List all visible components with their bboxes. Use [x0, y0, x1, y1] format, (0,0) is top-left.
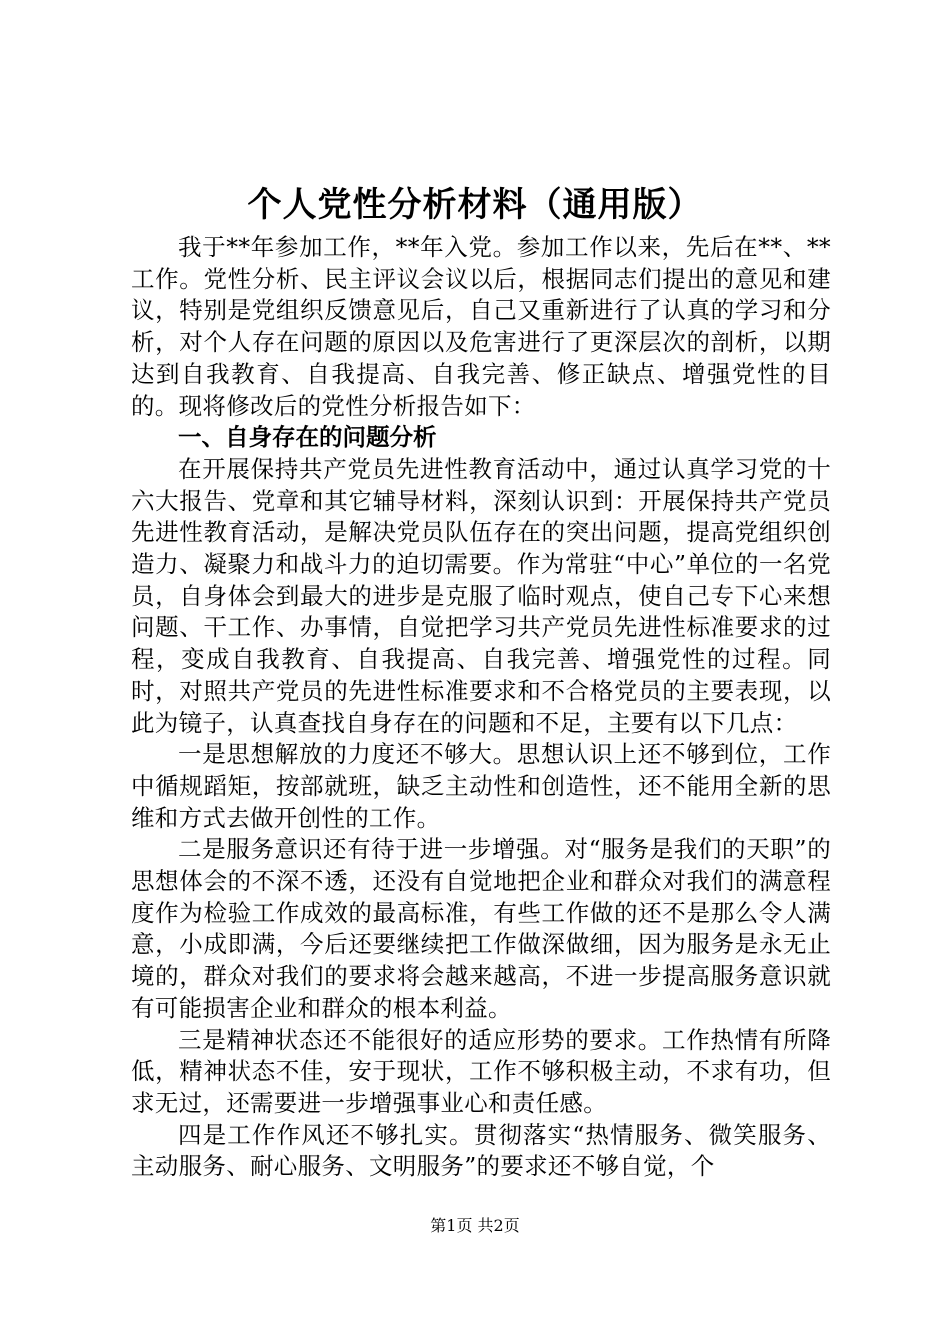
- section-heading: 一、自身存在的问题分析: [178, 423, 437, 452]
- document-title: 个人党性分析材料（通用版）: [247, 185, 703, 225]
- page-number-footer: 第1页 共2页: [430, 1216, 520, 1235]
- point-one-paragraph: 一是思想解放的力度还不够大。思想认识上还不够到位，工作中循规蹈矩，按部就班，缺乏主动性和创造性，还不能用全新的思维和方式去做开创性的工作。: [131, 740, 831, 832]
- body-paragraph: 在开展保持共产党员先进性教育活动中，通过认真学习党的十六大报告、党章和其它辅导材料，深刻认识到：开展保持共产党员先进性教育活动，是解决党员队伍存在的突出问题，提高党组织创造力、凝聚力和战斗力的迫切需要。作为常驻“中心”单位的一名党员，自身体会到最大的进步是克服了临时观点，使自己专下心来想问题、干工作、办事情，自觉把学习共产党员先进性标准要求的过程，变成自我教育、自我提高、自我完善、增强党性的过程。同时，对照共产党员的先进性标准要求和不合格党员的主要表现，以此为镜子，认真查找自身存在的问题和不足，主要有以下几点：: [131, 454, 831, 737]
- point-two-paragraph: 二是服务意识还有待于进一步增强。对“服务是我们的天职”的思想体会的不深不透，还没有自觉地把企业和群众对我们的满意程度作为检验工作成效的最高标准，有些工作做的还不是那么令人满意，小成即满，今后还要继续把工作做深做细，因为服务是永无止境的，群众对我们的要求将会越来越高，不进一步提高服务意识就有可能损害企业和群众的根本利益。: [131, 835, 831, 1022]
- intro-paragraph: 我于**年参加工作，**年入党。参加工作以来，先后在**、**工作。党性分析、民主评议会议以后，根据同志们提出的意见和建议，特别是党组织反馈意见后，自己又重新进行了认真的学习和分析，对个人存在问题的原因以及危害进行了更深层次的剖析，以期达到自我教育、自我提高、自我完善、修正缺点、增强党性的目的。现将修改后的党性分析报告如下：: [131, 233, 831, 420]
- point-three-paragraph: 三是精神状态还不能很好的适应形势的要求。工作热情有所降低，精神状态不佳，安于现状，工作不够积极主动，不求有功，但求无过，还需要进一步增强事业心和责任感。: [131, 1025, 831, 1117]
- document-body: [131, 232, 831, 1183]
- point-four-paragraph: 四是工作作风还不够扎实。贯彻落实“热情服务、微笑服务、主动服务、耐心服务、文明服务”的要求还不够自觉，个: [131, 1120, 831, 1181]
